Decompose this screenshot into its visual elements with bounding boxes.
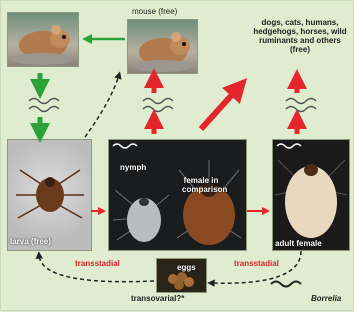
mouse-label: mouse (free) [132, 7, 178, 16]
borrelia-squiggle-adult [277, 144, 301, 148]
adult-female-label: adult female [275, 239, 322, 248]
eggs-label: eggs [177, 263, 196, 272]
other-hosts-label: dogs, cats, humans, hedgehogs, horses, wild ruminants and others (free) [253, 18, 347, 54]
borrelia-squiggle-mid-1 [143, 99, 173, 104]
arrow-dashed-larva-to-mouse [85, 75, 119, 137]
borrelia-squiggle-nymph [113, 144, 137, 148]
larva-label: larva (free) [10, 237, 51, 246]
arrow-red-diagonal [201, 87, 239, 129]
nymph-label: nymph [120, 163, 147, 172]
arrow-dashed-adult-to-eggs [211, 251, 301, 283]
borrelia-squiggle-left-2 [29, 107, 59, 112]
transstadial-right-label: transstadial [234, 259, 279, 268]
transstadial-left-label: transstadial [75, 259, 120, 268]
arrow-dashed-eggs-to-larva [39, 255, 154, 282]
arrows-layer [1, 1, 354, 312]
borrelia-legend-squiggle [271, 282, 301, 287]
transovarial-label: transovarial?* [131, 294, 185, 303]
borrelia-legend-label: Borrelia [311, 294, 342, 303]
female-comparison-label: female in comparison [182, 176, 228, 194]
borrelia-squiggle-right-2 [286, 107, 316, 112]
borrelia-squiggle-mid-2 [143, 107, 173, 112]
borrelia-squiggle-left-1 [29, 99, 59, 104]
borrelia-squiggle-right-1 [286, 99, 316, 104]
